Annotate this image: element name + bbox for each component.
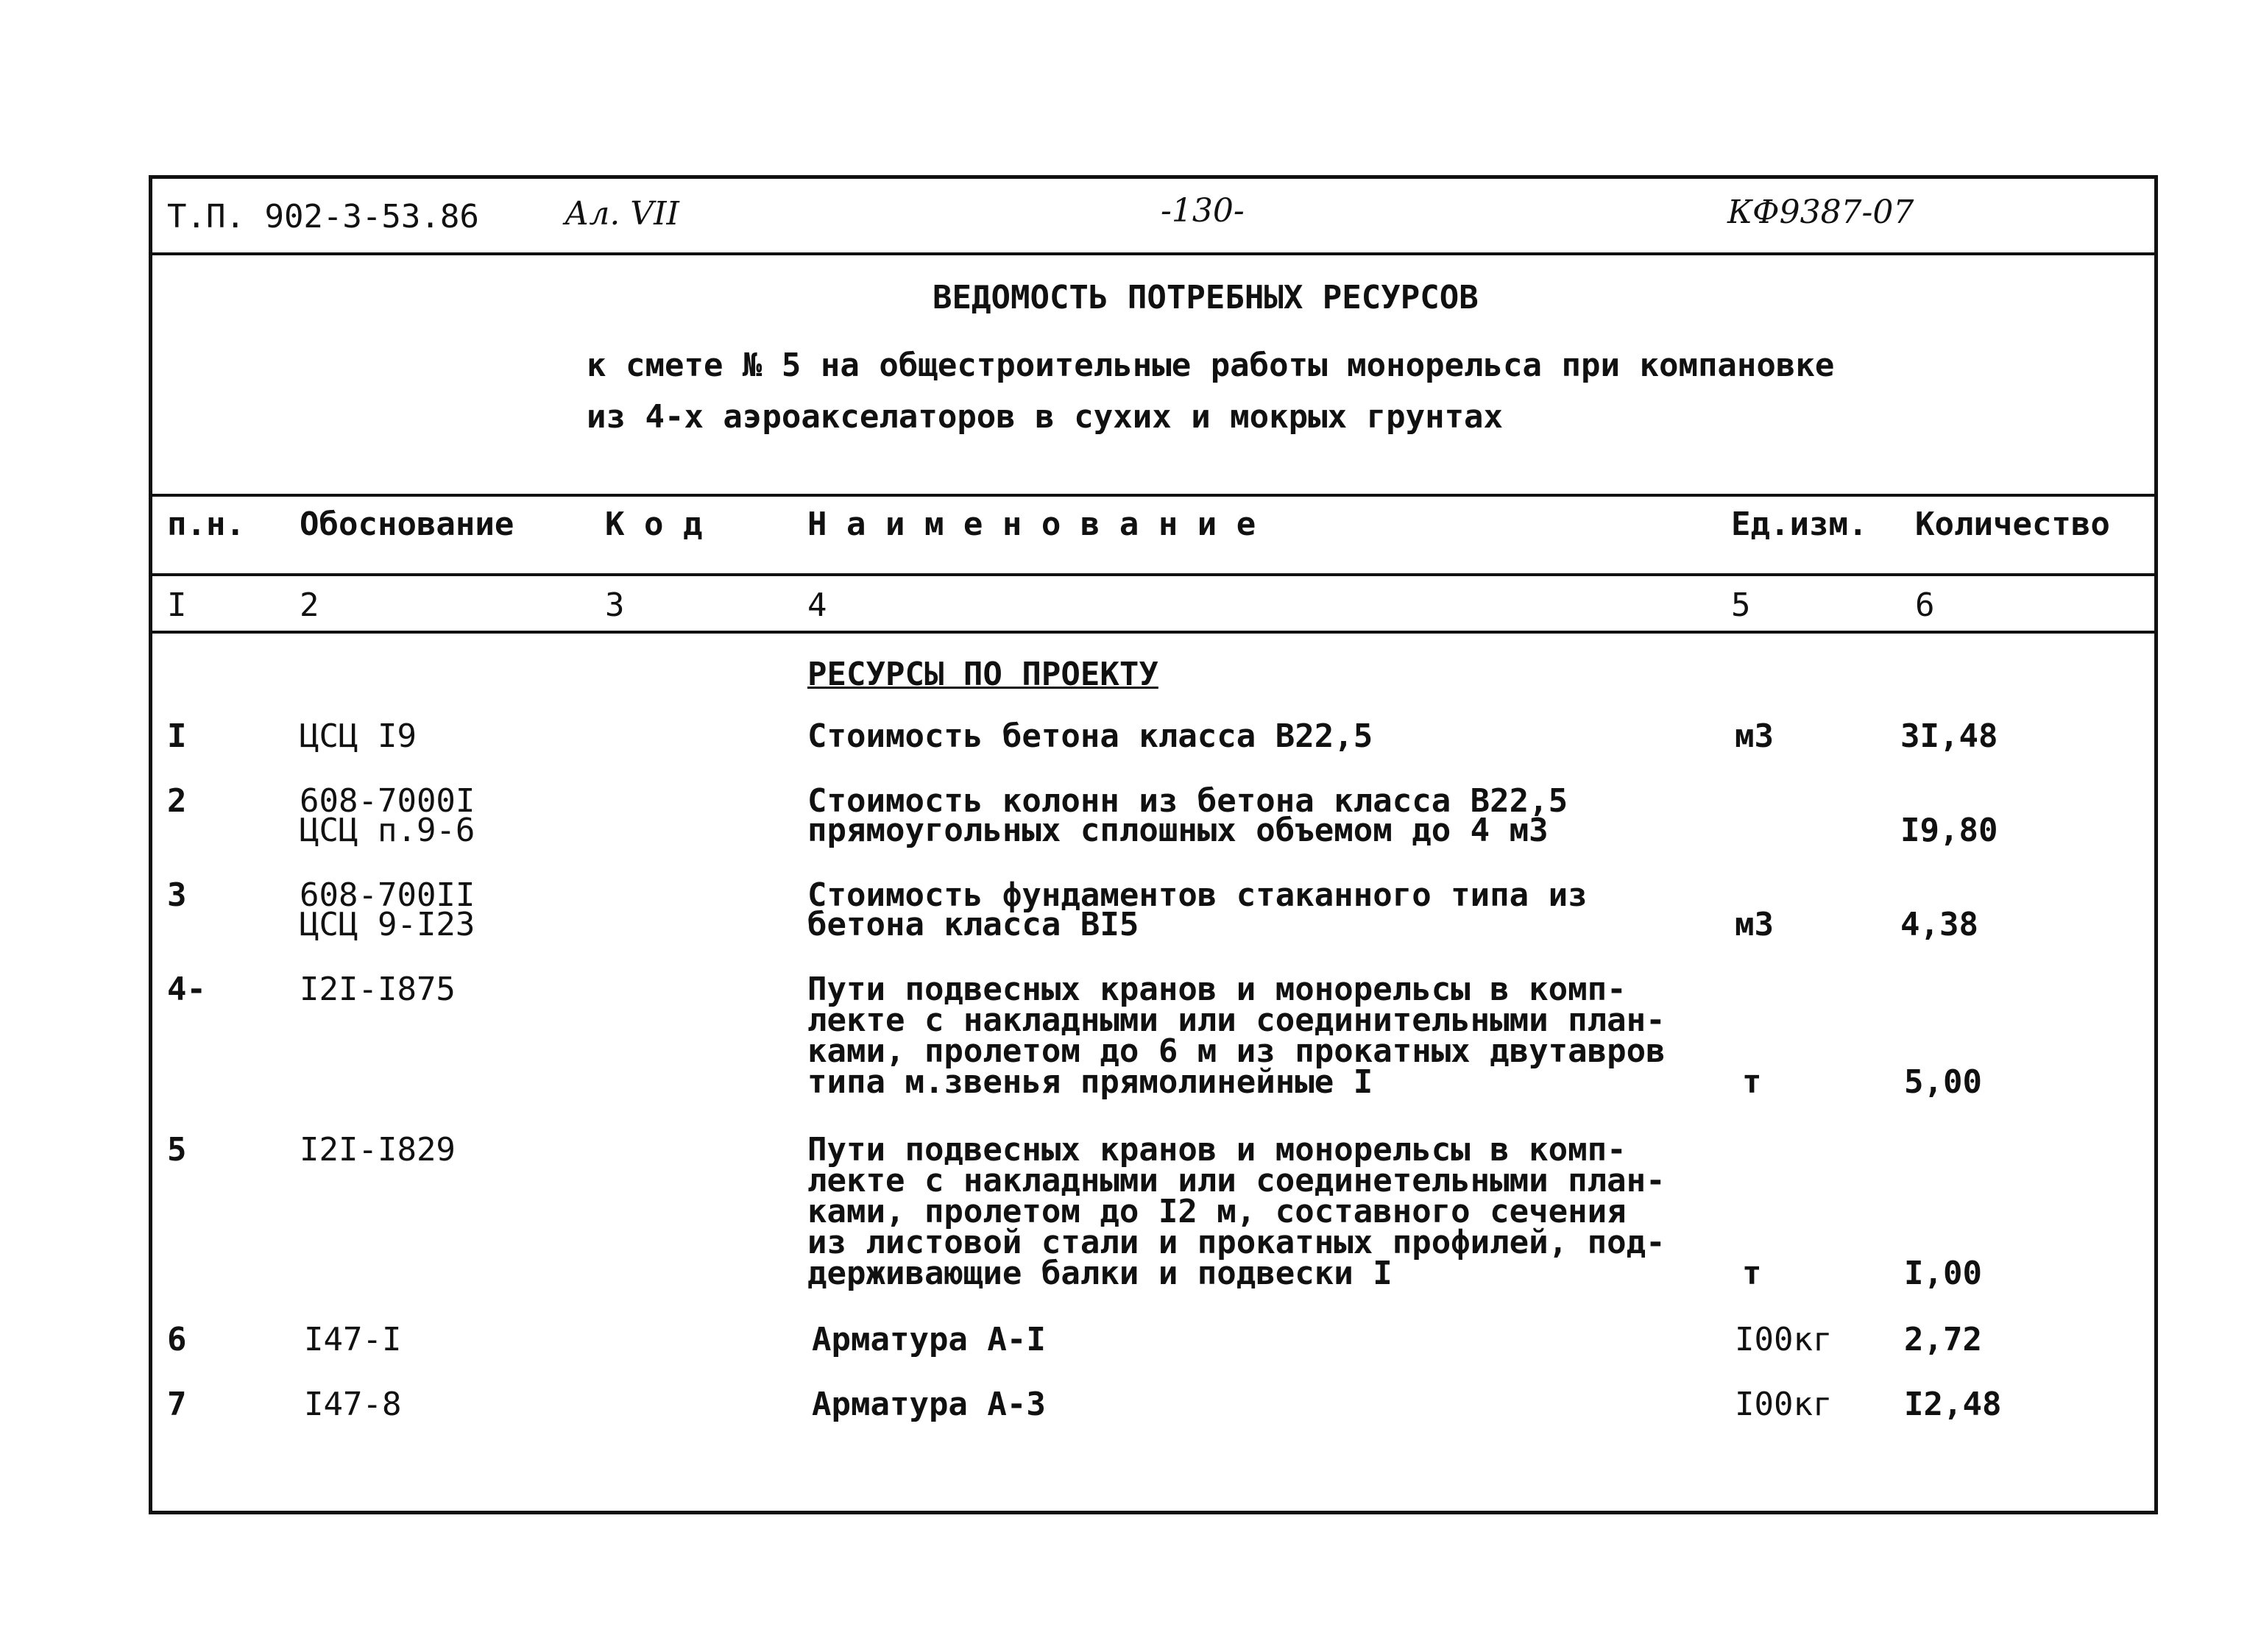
column-header-name: Н а и м е н о в а н и е xyxy=(807,506,1256,543)
column-number-3: 3 xyxy=(605,586,625,624)
row-basis: I47-8 xyxy=(304,1386,402,1423)
header-rule xyxy=(152,573,2154,576)
row-basis: I47-I xyxy=(304,1321,402,1358)
section-title: РЕСУРСЫ ПО ПРОЕКТУ xyxy=(807,656,1158,693)
row-number: 4- xyxy=(167,971,206,1008)
row-basis: ЦСЦ 9-I23 xyxy=(300,906,475,943)
row-qty: 5,00 xyxy=(1904,1063,1982,1101)
row-name: Стоимость бетона класса В22,5 xyxy=(807,717,1373,755)
column-number-rule xyxy=(152,631,2154,634)
row-name: прямоугольных сплошных объемом до 4 м3 xyxy=(807,812,1549,849)
row-basis: 608-700II xyxy=(300,876,475,914)
page-number: -130- xyxy=(1161,192,1245,230)
row-number: 5 xyxy=(167,1131,187,1169)
row-qty: 2,72 xyxy=(1904,1321,1982,1358)
row-name: лекте с накладными или соединительными план- xyxy=(807,1002,1666,1039)
row-name: Арматура А-I xyxy=(812,1321,1046,1358)
subtitle-line-1: к смете № 5 на общестроительные работы монорельса при компановке xyxy=(587,347,1835,384)
column-number-4: 4 xyxy=(807,586,827,624)
row-basis: I2I-I829 xyxy=(300,1131,456,1169)
row-number: 3 xyxy=(167,876,187,914)
row-name: бетона класса ВI5 xyxy=(807,906,1139,943)
header-divider xyxy=(152,252,2154,255)
row-unit: м3 xyxy=(1735,906,1774,943)
row-unit: т xyxy=(1742,1255,1762,1292)
row-number: I xyxy=(167,717,187,755)
row-name: ками, пролетом до I2 м, составного сечения xyxy=(807,1193,1627,1230)
row-name: держивающие балки и подвески I xyxy=(807,1255,1393,1292)
row-name: Арматура А-3 xyxy=(812,1386,1046,1423)
row-number: 7 xyxy=(167,1386,187,1423)
column-number-6: 6 xyxy=(1915,586,1935,624)
row-qty: I2,48 xyxy=(1904,1386,2002,1423)
row-unit: т xyxy=(1742,1063,1762,1101)
column-header-code: К о д xyxy=(605,506,703,543)
row-name: из листовой стали и прокатных профилей, под- xyxy=(807,1224,1666,1261)
row-qty: I,00 xyxy=(1904,1255,1982,1292)
column-number-1: I xyxy=(167,586,187,624)
document-title: ВЕДОМОСТЬ ПОТРЕБНЫХ РЕСУРСОВ xyxy=(933,279,1479,316)
row-basis: 608-7000I xyxy=(300,782,475,820)
column-header-unit: Ед.изм. xyxy=(1731,506,1868,543)
column-header-qty: Количество xyxy=(1915,506,2110,543)
row-basis: ЦСЦ I9 xyxy=(300,717,417,755)
row-number: 2 xyxy=(167,782,187,820)
row-name: Пути подвесных кранов и монорельсы в комп- xyxy=(807,1131,1627,1169)
row-basis: ЦСЦ п.9-6 xyxy=(300,812,475,849)
column-header-num: п.н. xyxy=(167,506,245,543)
row-name: Стоимость колонн из бетона класса В22,5 xyxy=(807,782,1568,820)
row-qty: 3I,48 xyxy=(1900,717,1998,755)
album-number: Ал. VII xyxy=(565,195,679,233)
row-name: лекте с накладными или соединетельными план- xyxy=(807,1162,1666,1199)
doc-code: Т.П. 902-3-53.86 xyxy=(167,198,479,235)
document-sheet xyxy=(149,175,2158,1514)
row-qty: I9,80 xyxy=(1900,812,1998,849)
row-unit: I00кг xyxy=(1735,1386,1833,1423)
sheet-code: КФ9387-07 xyxy=(1727,194,1914,231)
row-unit: м3 xyxy=(1735,717,1774,755)
row-unit: I00кг xyxy=(1735,1321,1833,1358)
table-top-rule xyxy=(152,494,2154,497)
row-name: ками, пролетом до 6 м из прокатных двутавров xyxy=(807,1032,1666,1070)
column-header-basis: Обоснование xyxy=(300,506,514,543)
row-basis: I2I-I875 xyxy=(300,971,456,1008)
column-number-2: 2 xyxy=(300,586,319,624)
row-name: Пути подвесных кранов и монорельсы в комп- xyxy=(807,971,1627,1008)
row-qty: 4,38 xyxy=(1900,906,1978,943)
column-number-5: 5 xyxy=(1731,586,1751,624)
row-name: Стоимость фундаментов стаканного типа из xyxy=(807,876,1588,914)
row-name: типа м.звенья прямолинейные I xyxy=(807,1063,1373,1101)
row-number: 6 xyxy=(167,1321,187,1358)
subtitle-line-2: из 4-х аэроакселаторов в сухих и мокрых грунтах xyxy=(587,398,1504,436)
